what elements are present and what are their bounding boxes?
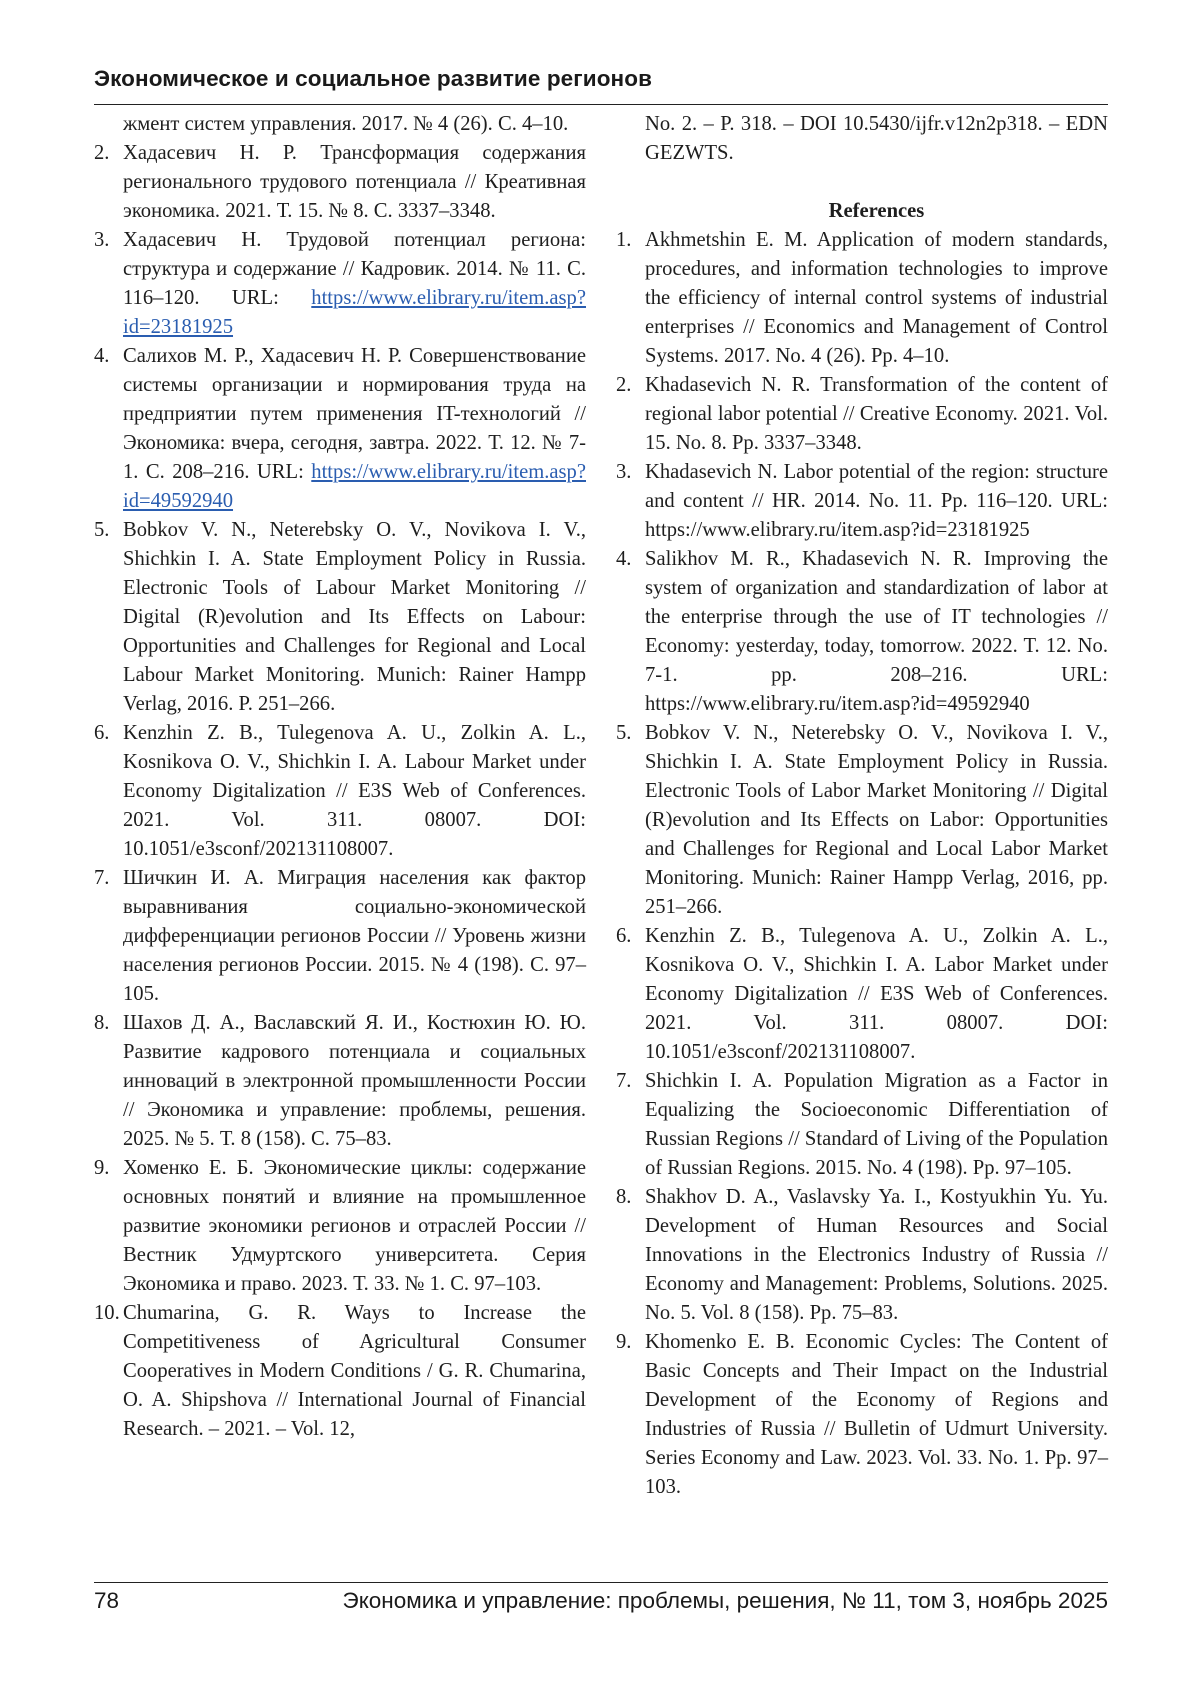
reference-text: Шахов Д. А., Ваславский Я. И., Костюхин Ю. Ю. Развитие кадрового потенциала и социальных инноваций в электронной промышленности России // Экономика и управление: проблемы, решения. 2025. № 5. Т. 8 (158). С. 75–83. xyxy=(123,1012,586,1150)
reference-text: Salikhov M. R., Khadasevich N. R. Improving the system of organization and standardization of labor at the enterprise through the use of IT technologies // Economy: yesterday, today, tomorrow. 2022. T. 12. No. 7-1. pp. 208–216. URL: https://www.elibrary.ru/item.asp?id=49592940 xyxy=(645,548,1108,715)
reference-item xyxy=(94,1154,586,1299)
reference-text: Хоменко Е. Б. Экономические циклы: содержание основных понятий и влияние на промышленное развитие экономики регионов и отраслей России // Вестник Удмуртского университета. Серия Экономика и право. 2023. Т. 33. № 1. С. 97–103. xyxy=(123,1157,586,1295)
reference-text: Khadasevich N. Labor potential of the region: structure and content // HR. 2014. No. 11. Pp. 116–120. URL: https://www.elibrary.ru/item.asp?id=23181925 xyxy=(645,461,1108,541)
reference-text: Хадасевич Н. Р. Трансформация содержания регионального трудового потенциала // Креативная экономика. 2021. Т. 15. № 8. С. 3337–3348. xyxy=(123,142,586,222)
reference-text: Chumarina, G. R. Ways to Increase the Competitiveness of Agricultural Consumer Cooperatives in Modern Conditions / G. R. Chumarina, O. A. Shipshova // International Journal of Financial Research. – 2021. – Vol. 12, xyxy=(123,1302,586,1440)
reference-item xyxy=(94,864,586,1009)
reference-url-link[interactable]: https://www.elibrary.ru/item.asp?id=23181925 xyxy=(123,287,586,338)
reference-text: Bobkov V. N., Neterebsky O. V., Novikova I. V., Shichkin I. A. State Employment Policy in Russia. Electronic Tools of Labor Market Monitoring // Digital (R)evolution and Its Effects on Labor: Opportunities and Challenges for Regional and Local Labor Market Monitoring. Munich: Rainer Hampp Verlag, 2016, pp. 251–266. xyxy=(645,722,1108,918)
reference-text: Kenzhin Z. B., Tulegenova A. U., Zolkin A. L., Kosnikova O. V., Shichkin I. A. Labor Market under Economy Digitalization // E3S Web of Conferences. 2021. Vol. 311. 08007. DOI: 10.1051/e3sconf/202131108007. xyxy=(645,925,1108,1063)
right-reference-list xyxy=(616,226,1108,1502)
reference-item xyxy=(616,1328,1108,1502)
header-rule xyxy=(94,104,1108,105)
reference-text: Shichkin I. A. Population Migration as a Factor in Equalizing the Socioeconomic Differentiation of Russian Regions // Standard of Living of the Population of Russian Regions. 2015. No. 4 (198). Pp. 97–105. xyxy=(645,1070,1108,1179)
reference-item xyxy=(616,226,1108,371)
reference-item xyxy=(94,1009,586,1154)
reference-item xyxy=(616,545,1108,719)
running-header-title: Экономическое и социальное развитие регионов xyxy=(94,66,653,91)
reference-item xyxy=(616,1067,1108,1183)
right-column xyxy=(616,110,1108,1502)
reference-number: 4. xyxy=(94,345,110,367)
reference-number: 2. xyxy=(616,374,632,396)
reference-number: 7. xyxy=(616,1070,632,1092)
reference-number: 4. xyxy=(616,548,632,570)
reference-item xyxy=(94,139,586,226)
reference-item xyxy=(94,226,586,342)
reference-number: 8. xyxy=(616,1186,632,1208)
reference-number: 5. xyxy=(94,519,110,541)
reference-number: 6. xyxy=(616,925,632,947)
right-continuation-text: No. 2. – P. 318. – DOI 10.5430/ijfr.v12n2p318. – EDN GEZWTS. xyxy=(645,113,1108,164)
reference-text: Шичкин И. А. Миграция населения как фактор выравнивания социально-экономической дифференциации регионов России // Уровень жизни населения регионов России. 2015. № 4 (198). С. 97–105. xyxy=(123,867,586,1005)
reference-item xyxy=(94,719,586,864)
reference-item xyxy=(616,458,1108,545)
reference-number: 9. xyxy=(616,1331,632,1353)
reference-number: 3. xyxy=(616,461,632,483)
page-number: 78 xyxy=(94,1588,120,1613)
reference-item xyxy=(94,342,586,516)
reference-number: 1. xyxy=(616,229,632,251)
reference-text: Akhmetshin E. M. Application of modern standards, procedures, and information technologies to improve the efficiency of internal control systems of industrial enterprises // Economics and Management of Control Systems. 2017. No. 4 (26). Pp. 4–10. xyxy=(645,229,1108,367)
reference-number: 2. xyxy=(94,142,110,164)
reference-text: Khadasevich N. R. Transformation of the content of regional labor potential // Creative Economy. 2021. Vol. 15. No. 8. Pp. 3337–3348. xyxy=(645,374,1108,454)
reference-text: Салихов М. Р., Хадасевич Н. Р. Совершенствование системы организации и нормирования труда на предприятии путем применения IT-технологий // Экономика: вчера, сегодня, завтра. 2022. Т. 12. № 7-1. С. 208–216. URL: xyxy=(123,345,586,483)
reference-number: 6. xyxy=(94,722,110,744)
reference-text: Хадасевич Н. Трудовой потенциал региона: структура и содержание // Кадровик. 2014. № 11. С. 116–120. URL: xyxy=(123,229,586,309)
reference-number: 3. xyxy=(94,229,110,251)
left-column xyxy=(94,110,586,1444)
journal-title: Экономика и управление: проблемы, решения, № 11, том 3, ноябрь 2025 xyxy=(342,1588,1108,1613)
reference-number: 9. xyxy=(94,1157,110,1179)
references-heading: References xyxy=(828,200,925,222)
reference-item xyxy=(616,922,1108,1067)
reference-text: Khomenko E. B. Economic Cycles: The Content of Basic Concepts and Their Impact on the Industrial Development of the Economy of Regions and Industries of Russia // Bulletin of Udmurt University. Series Economy and Law. 2023. Vol. 33. No. 1. Pp. 97–103. xyxy=(645,1331,1108,1498)
reference-number: 5. xyxy=(616,722,632,744)
reference-item xyxy=(94,516,586,719)
reference-url-link[interactable]: https://www.elibrary.ru/item.asp?id=49592940 xyxy=(123,461,586,512)
reference-text: Shakhov D. A., Vaslavsky Ya. I., Kostyukhin Yu. Yu. Development of Human Resources and Social Innovations in the Electronics Industry of Russia // Economy and Management: Problems, Solutions. 2025. No. 5. Vol. 8 (158). Pp. 75–83. xyxy=(645,1186,1108,1324)
reference-item xyxy=(94,1299,586,1444)
reference-item xyxy=(616,719,1108,922)
left-reference-list xyxy=(94,139,586,1444)
reference-text: Bobkov V. N., Neterebsky O. V., Novikova I. V., Shichkin I. A. State Employment Policy in Russia. Electronic Tools of Labour Market Monitoring // Digital (R)evolution and Its Effects on Labour: Opportunities and Challenges for Regional and Local Labour Market Monitoring. Munich: Rainer Hampp Verlag, 2016. P. 251–266. xyxy=(123,519,586,715)
reference-item xyxy=(616,1183,1108,1328)
footer-rule xyxy=(94,1582,1108,1583)
left-continuation-text: жмент систем управления. 2017. № 4 (26). С. 4–10. xyxy=(123,113,569,135)
reference-item xyxy=(616,371,1108,458)
reference-number: 7. xyxy=(94,867,110,889)
reference-number: 10. xyxy=(94,1302,120,1324)
reference-text: Kenzhin Z. B., Tulegenova A. U., Zolkin A. L., Kosnikova O. V., Shichkin I. A. Labour Market under Economy Digitalization // E3S Web of Conferences. 2021. Vol. 311. 08007. DOI: 10.1051/e3sconf/202131108007. xyxy=(123,722,586,860)
reference-number: 8. xyxy=(94,1012,110,1034)
